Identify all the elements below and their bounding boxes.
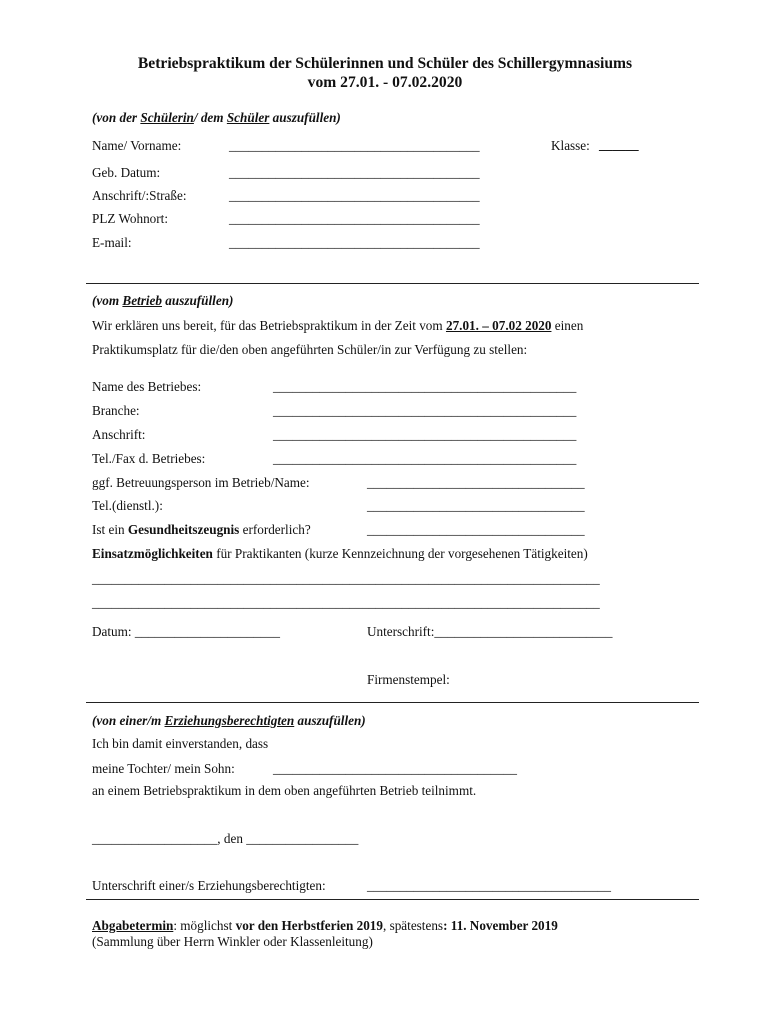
guardian-signature-field[interactable]: _____________________________________ xyxy=(367,878,611,893)
company-phone-label: Tel./Fax d. Betriebes: xyxy=(92,451,206,466)
contact-person-field[interactable]: _________________________________ xyxy=(367,475,585,490)
company-intro-line2: Praktikumsplatz für die/den oben angeführten Schüler/in zur Verfügung zu stellen: xyxy=(92,342,528,357)
heading-underlined: Betrieb xyxy=(122,293,162,308)
uses-field-line2[interactable]: _____________________________________________________________________________ xyxy=(92,595,600,610)
heading-text: (von der xyxy=(92,110,141,125)
company-phone-field[interactable]: ______________________________________________ xyxy=(273,451,577,466)
health-certificate-label xyxy=(92,522,311,538)
signature-label: Unterschrift: xyxy=(367,624,435,639)
intro-text: einen xyxy=(551,318,584,333)
section-divider xyxy=(86,283,699,284)
student-birthdate-field[interactable]: ______________________________________ xyxy=(229,165,480,180)
company-address-label: Anschrift: xyxy=(92,427,146,442)
contact-phone-label: Tel.(dienstl.): xyxy=(92,498,163,513)
heading-text: auszufüllen) xyxy=(269,110,341,125)
student-section-heading xyxy=(92,110,341,126)
student-name-label: Name/ Vorname: xyxy=(92,138,182,153)
heading-underlined: Erziehungsberechtigten xyxy=(164,713,295,728)
health-text: Ist ein xyxy=(92,522,128,537)
uses-label xyxy=(92,546,588,562)
student-email-label: E-mail: xyxy=(92,235,132,250)
student-name-field[interactable]: ______________________________________ xyxy=(229,138,480,153)
deadline-bold: : 11. November 2019 xyxy=(443,918,558,933)
company-branch-field[interactable]: ______________________________________________ xyxy=(273,403,577,418)
class-label: Klasse: xyxy=(551,138,590,153)
company-name-label: Name des Betriebes: xyxy=(92,379,202,394)
date-label: Datum: xyxy=(92,624,135,639)
student-city-field[interactable]: ______________________________________ xyxy=(229,211,480,226)
student-city-label: PLZ Wohnort: xyxy=(92,211,168,226)
heading-underlined: Schülerin xyxy=(140,110,194,125)
child-label: meine Tochter/ mein Sohn: xyxy=(92,761,235,776)
heading-text: (von einer/m xyxy=(92,713,165,728)
deadline-text: : möglichst xyxy=(173,918,236,933)
company-branch-label: Branche: xyxy=(92,403,140,418)
signature-field[interactable]: ___________________________ xyxy=(434,624,613,639)
guardian-consent-line1: Ich bin damit einverstanden, dass xyxy=(92,736,269,751)
student-birthdate-label: Geb. Datum: xyxy=(92,165,161,180)
heading-text: auszufüllen) xyxy=(294,713,366,728)
student-email-field[interactable]: ______________________________________ xyxy=(229,235,480,250)
place-field[interactable]: ___________________ xyxy=(92,831,218,846)
student-street-label: Anschrift/:Straße: xyxy=(92,188,187,203)
heading-text: / dem xyxy=(193,110,227,125)
intro-text: Wir erklären uns bereit, für das Betriebspraktikum in der Zeit vom xyxy=(92,318,446,333)
contact-phone-field[interactable]: _________________________________ xyxy=(367,498,585,513)
contact-person-label: ggf. Betreuungsperson im Betrieb/Name: xyxy=(92,475,310,490)
heading-text: (vom xyxy=(92,293,123,308)
deadline-line xyxy=(92,918,558,934)
den-text: , den xyxy=(217,831,247,846)
health-text: erforderlich? xyxy=(239,522,311,537)
heading-underlined: Schüler xyxy=(226,110,270,125)
company-address-field[interactable]: ______________________________________________ xyxy=(273,427,577,442)
date-field[interactable]: _________________ xyxy=(246,831,359,846)
class-field[interactable]: ______ xyxy=(599,137,639,152)
deadline-label: Abgabetermin xyxy=(92,918,174,933)
health-bold: Gesundheitszeugnis xyxy=(127,522,240,537)
guardian-consent-line3: an einem Betriebspraktikum in dem oben angeführten Betrieb teilnimmt. xyxy=(92,783,477,798)
child-field[interactable]: _____________________________________ xyxy=(273,761,517,776)
health-certificate-field[interactable]: _________________________________ xyxy=(367,522,585,537)
uses-text: für Praktikanten (kurze Kennzeichnung der vorgesehenen Tätigkeiten) xyxy=(212,546,588,561)
company-signature-row xyxy=(367,624,612,640)
deadline-text: , spätestens xyxy=(382,918,444,933)
company-stamp-label: Firmenstempel: xyxy=(367,672,450,687)
company-intro-line1 xyxy=(92,318,583,334)
uses-bold: Einsatzmöglichkeiten xyxy=(92,546,213,561)
page-subtitle: vom 27.01. - 07.02.2020 xyxy=(307,74,463,91)
section-divider xyxy=(86,899,699,900)
guardian-place-date-row xyxy=(92,831,358,847)
intro-date: 27.01. – 07.02 2020 xyxy=(445,318,552,333)
uses-field-line1[interactable]: _____________________________________________________________________________ xyxy=(92,571,600,586)
section-divider xyxy=(86,702,699,703)
company-section-heading xyxy=(92,293,233,309)
guardian-section-heading xyxy=(92,713,366,729)
company-name-field[interactable]: ______________________________________________ xyxy=(273,379,577,394)
deadline-bold: vor den Herbstferien 2019 xyxy=(235,918,383,933)
company-date-row xyxy=(92,624,280,640)
student-street-field[interactable]: ______________________________________ xyxy=(229,188,480,203)
heading-text: auszufüllen) xyxy=(161,293,234,308)
date-field[interactable]: ______________________ xyxy=(134,624,280,639)
collection-note: (Sammlung über Herrn Winkler oder Klassenleitung) xyxy=(92,934,373,949)
guardian-signature-label: Unterschrift einer/s Erziehungsberechtigten: xyxy=(92,878,326,893)
page-title: Betriebspraktikum der Schülerinnen und Schüler des Schillergymnasiums xyxy=(137,55,633,72)
